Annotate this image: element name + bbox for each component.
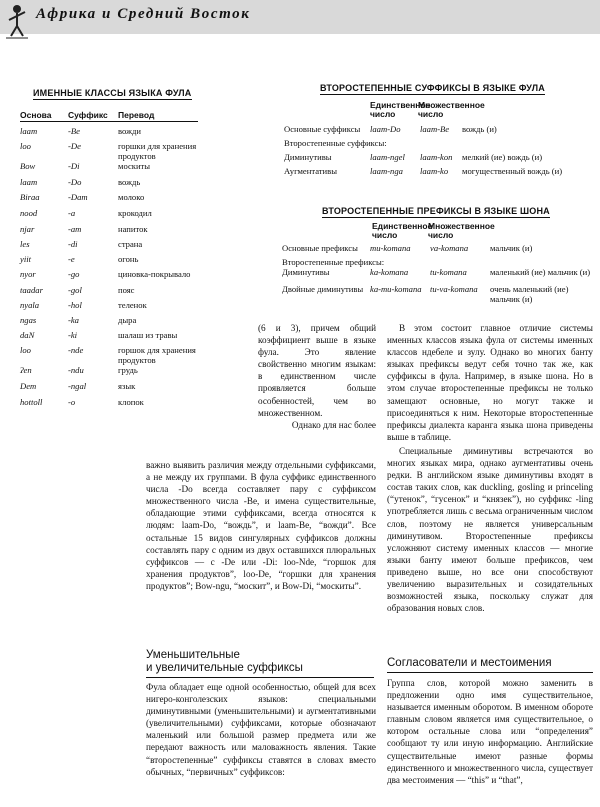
shona-row-gloss: очень маленький (ие) мальчик (и) (490, 284, 569, 304)
middle-column-lower-text (146, 681, 376, 778)
table-row-translation: клопок (118, 397, 144, 407)
shona-row-plural: va-komana (430, 243, 469, 253)
table-header-rule (20, 121, 198, 122)
table-row-stem: laam (20, 177, 38, 187)
table-row-stem: daN (20, 330, 35, 340)
table-row-suffix: -nde (68, 345, 84, 355)
table-row-stem: hottoll (20, 397, 43, 407)
table-row-suffix: -Di (68, 161, 80, 171)
shona-row-label: Второстепенные префиксы: (282, 257, 385, 267)
table-row-suffix: -o (68, 397, 76, 407)
paragraph-suffix-pairs: важно выявить различия между отдельными суффиксами, а не между их группами. В фула суффикс единственного числа -Do всегда составляет пару с суффиксом множественного числа -Be, и имена существительные, обладающие этими суффиксами, всегда относятся к людям: laam-Do, “вождь”, и laam-Be, “вожди”. Все остальные 15 видов сингулярных суффиксов должны составлять пару с одним из двух оставшихся плюральных суффиксов — с -De или -Di: loo-Nde, “горшок для хранения продуктов”, loo-De, “горшки для хранения продуктов”; Bow-ngu, “москит”, и Bow-Di, “москиты”. (146, 460, 376, 591)
shona-row-singular: ka-mu-komana (370, 284, 422, 294)
col-header-translation: Перевод (118, 110, 155, 120)
shona-row-label: Основные префиксы (282, 243, 358, 253)
paragraph-diminutives: Фула обладает еще одной особенностью, общей для всех нигеро-конголезских языков: специальными диминутивными (уменьшительными) и аугментативными (увеличительными) суффиксами, которые обозначают маленький или большой размер предмета или же передают важность или маловажность явления. Такие “второстепенные” суффиксы ставятся в словах вместо обычных, “первичных” суффиксов: (146, 682, 376, 777)
paragraph-shona-difference: В этом состоит главное отличие системы именных классов языка фула от системы именных классов ндебеле и зулу. Однако во многих банту языках префиксы ведут себя точно так же, как суффиксы в фула. Например, в языке шона. Но в этом случае второстепенные префиксы не только замещают основные, но могут также и присоединяться к ним. Некоторые второстепенные префиксы диалекта каранга языка шона приведены выше в таблице. (387, 323, 593, 442)
fula-row-label: Основные суффиксы (284, 124, 361, 134)
table-row-translation: вождь (118, 177, 141, 187)
table-row-suffix: -ndu (68, 365, 84, 375)
fula-row-plural: laam-kon (420, 152, 453, 162)
table-row-translation: вожди (118, 126, 141, 136)
shona-row-plural: tu-komana (430, 267, 467, 277)
table-row-suffix: -ka (68, 315, 79, 325)
table-row-translation: москиты (118, 161, 151, 171)
fula-row-label: Диминутивы (284, 152, 332, 162)
table-row-translation: язык (118, 381, 136, 391)
table-row-translation: молоко (118, 192, 145, 202)
section-rule-right (387, 672, 593, 673)
table-row-translation: горшок для хранения продуктов (118, 345, 196, 365)
table-row-stem: les (20, 239, 30, 249)
table-row-translation: пояс (118, 285, 135, 295)
table-row-suffix: -ngal (68, 381, 87, 391)
fula-row-label: Второстепенные суффиксы: (284, 138, 387, 148)
paragraph-narrow: (6 и 3), причем общий коэффициент выше в языке фула. Это явление свойственно многим языкам: в единственном числе проявляется больше особенностей, чем во множественном. (258, 323, 376, 418)
table-row-suffix: -gol (68, 285, 82, 295)
table-row-stem: ngas (20, 315, 37, 325)
fula-row-plural: laam-ko (420, 166, 449, 176)
table-row-stem: nyala (20, 300, 40, 310)
table-row-translation: страна (118, 239, 143, 249)
table-row-translation: шалаш из травы (118, 330, 178, 340)
col-header-suffix: Суффикс (68, 110, 108, 120)
shona-row-label: Двойные диминутивы (282, 284, 364, 294)
table-row-stem: loo (20, 345, 31, 355)
table-row-translation: дыра (118, 315, 137, 325)
shona-row-singular: ka-komana (370, 267, 409, 277)
fula-col-singular: Единственное число (370, 100, 431, 119)
section-heading-diminutives-2: и увеличительные суффиксы (146, 662, 303, 674)
col-header-stem: Основа (20, 110, 52, 120)
fula-row-singular: laam-nga (370, 166, 403, 176)
fula-row-singular: laam-ngel (370, 152, 405, 162)
section-heading-diminutives-1: Уменьшительные (146, 649, 240, 661)
figure-logo-icon (3, 2, 31, 42)
table-row-suffix: -Dam (68, 192, 88, 202)
right-column-text (387, 322, 593, 614)
table-row-stem: ʔen (20, 365, 32, 375)
table-row-suffix: -De (68, 141, 81, 151)
shona-row-singular: mu-komana (370, 243, 411, 253)
shona-row-plural: tu-va-komana (430, 284, 478, 294)
table-row-stem: nood (20, 208, 38, 218)
table-row-suffix: -ki (68, 330, 78, 340)
fula-row-singular: laam-Do (370, 124, 401, 134)
table-row-stem: Bow (20, 161, 36, 171)
table-row-suffix: -di (68, 239, 78, 249)
paragraph-special-diminutives: Специальные диминутивы встречаются во многих языках мира, однако аугментативы очень редки. В английском языке диминутивы входят в состав таких слов, как duckling, gosling и princeling (“утенок”, “гусенок” и “князек”), но суффикс -ling употребляется лишь с весьма ограниченным числом слов, поэтому не является универсальным диминутивом. Второстепенные префиксы усложняют систему именных классов — многие языки банту имеют больше префиксов, чем приведено выше, но все они способствуют увеличению выразительных и созидательных возможностей языка, поскольку служат для образования новых слов. (387, 445, 593, 614)
table-row-stem: njar (20, 224, 35, 234)
noun-classes-title: ИМЕННЫЕ КЛАССЫ ЯЗЫКА ФУЛА (33, 88, 192, 98)
section-rule-middle (146, 677, 374, 678)
paragraph-noun-phrase: Группа слов, которой можно заменить в предложении одно имя существительное, называется именным оборотом. В именном обороте главным словом является имя существительное, о котором остальные слова или “определения” сообщают ту или иную информацию. Английские существительные имеют разные формы единственного и множественного числа, существует два местоимения — “this” и “that”, (387, 678, 593, 785)
paragraph-start: Однако для нас более (291, 419, 376, 430)
table-row-stem: Biraa (20, 192, 40, 202)
table-row-stem: yiit (20, 254, 31, 264)
shona-col-plural: Множественное число (428, 221, 495, 240)
fula-row-plural: laam-Be (420, 124, 450, 134)
shona-row-gloss: мальчик (и) (490, 243, 533, 253)
table-row-suffix: -hol (68, 300, 82, 310)
middle-column-narrow-text (258, 322, 376, 431)
fula-col-plural: Множественное число (418, 100, 485, 119)
table-row-stem: nyor (20, 269, 36, 279)
fula-row-gloss: вождь (и) (462, 124, 497, 134)
table-row-stem: laam (20, 126, 38, 136)
table-row-suffix: -Be (68, 126, 80, 136)
fula-suffixes-title: ВТОРОСТЕПЕННЫЕ СУФФИКСЫ В ЯЗЫКЕ ФУЛА (320, 83, 545, 93)
table-row-stem: taadar (20, 285, 43, 295)
shona-row-label: Диминутивы (282, 267, 330, 277)
page-header-title: Африка и Средний Восток (36, 6, 251, 22)
fula-row-gloss: мелкий (ие) вождь (и) (462, 152, 543, 162)
table-row-suffix: -am (68, 224, 82, 234)
table-row-translation: напиток (118, 224, 148, 234)
table-row-stem: loo (20, 141, 31, 151)
table-row-suffix: -a (68, 208, 76, 218)
fula-row-gloss: могущественный вождь (и) (462, 166, 563, 176)
fula-row-label: Аугментативы (284, 166, 337, 176)
table-row-translation: грудь (118, 365, 138, 375)
shona-row-gloss: маленький (ие) мальчик (и) (490, 267, 591, 277)
table-row-suffix: -Do (68, 177, 82, 187)
table-row-translation: теленок (118, 300, 147, 310)
table-row-translation: циновка-покрывало (118, 269, 191, 279)
section-heading-agreement: Согласователи и местоимения (387, 657, 552, 669)
table-row-stem: Dem (20, 381, 37, 391)
table-row-suffix: -e (68, 254, 75, 264)
shona-col-singular: Единственное число (372, 221, 433, 240)
table-row-translation: крокодил (118, 208, 152, 218)
table-row-suffix: -go (68, 269, 80, 279)
middle-column-text (146, 459, 376, 592)
right-column-lower-text (387, 677, 593, 786)
shona-prefixes-title: ВТОРОСТЕПЕННЫЕ ПРЕФИКСЫ В ЯЗЫКЕ ШОНА (322, 206, 550, 216)
table-row-translation: горшки для хранения продуктов (118, 141, 197, 161)
table-row-translation: огонь (118, 254, 139, 264)
